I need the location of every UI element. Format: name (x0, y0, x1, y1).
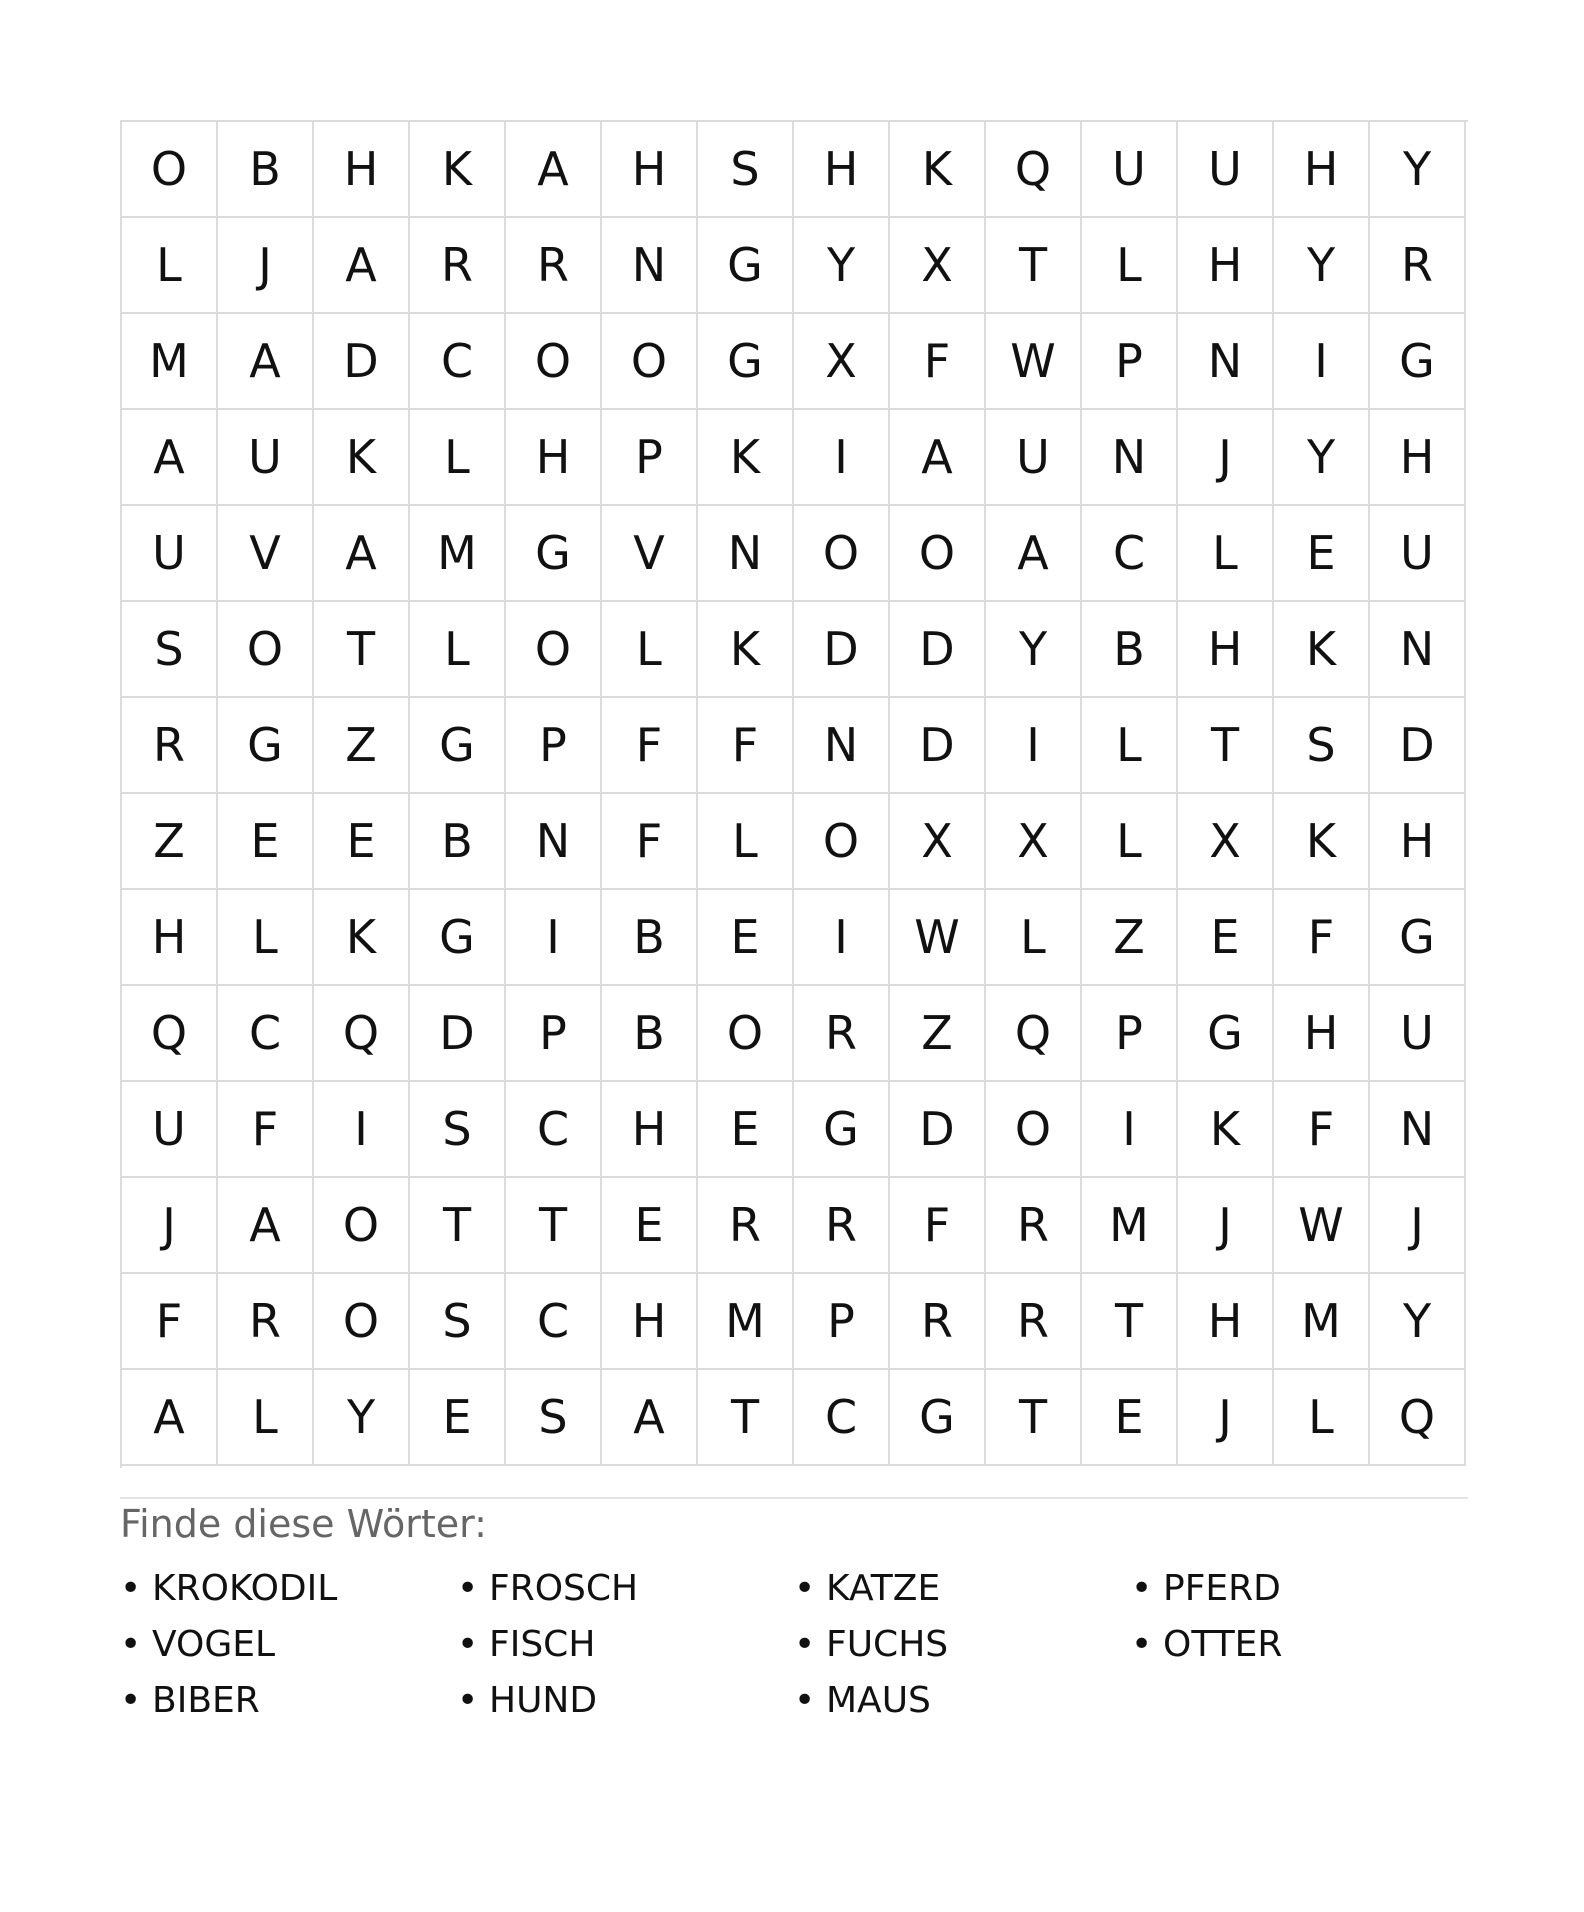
grid-cell[interactable]: A (122, 1370, 218, 1466)
grid-cell[interactable]: R (122, 698, 218, 794)
grid-cell[interactable]: K (314, 890, 410, 986)
bullet-icon: • (794, 1567, 816, 1609)
bullet-icon: • (457, 1623, 479, 1665)
grid-cell[interactable]: G (698, 218, 794, 314)
grid-cell[interactable]: O (986, 1082, 1082, 1178)
grid-cell[interactable]: M (1274, 1274, 1370, 1370)
grid-cell[interactable]: H (602, 1082, 698, 1178)
grid-cell[interactable]: M (698, 1274, 794, 1370)
grid-cell[interactable]: X (890, 218, 986, 314)
grid-cell[interactable]: H (506, 410, 602, 506)
grid-cell[interactable]: I (314, 1082, 410, 1178)
word-label: MAUS (826, 1679, 931, 1721)
grid-cell[interactable]: P (1082, 314, 1178, 410)
grid-cell[interactable]: G (794, 1082, 890, 1178)
grid-cell[interactable]: L (218, 890, 314, 986)
grid-cell[interactable]: S (506, 1370, 602, 1466)
grid-cell[interactable]: H (1178, 218, 1274, 314)
grid-cell[interactable]: A (122, 410, 218, 506)
grid-cell[interactable]: T (314, 602, 410, 698)
grid-cell[interactable]: S (122, 602, 218, 698)
grid-cell[interactable]: Y (314, 1370, 410, 1466)
word-item (457, 1560, 794, 1616)
grid-cell[interactable]: G (410, 698, 506, 794)
grid-cell[interactable]: U (986, 410, 1082, 506)
word-item (794, 1560, 1131, 1616)
word-list-title: Finde diese Wörter: (120, 1502, 487, 1546)
grid-cell[interactable]: X (986, 794, 1082, 890)
grid-cell[interactable]: R (986, 1274, 1082, 1370)
word-item (1131, 1616, 1468, 1672)
grid-cell[interactable]: B (602, 986, 698, 1082)
grid-cell[interactable]: J (1178, 1178, 1274, 1274)
grid-cell[interactable]: E (314, 794, 410, 890)
grid-cell[interactable]: O (890, 506, 986, 602)
grid-cell[interactable]: P (506, 698, 602, 794)
word-item (120, 1560, 457, 1616)
grid-cell[interactable]: T (986, 218, 1082, 314)
bullet-icon: • (794, 1679, 816, 1721)
grid-cell[interactable]: P (794, 1274, 890, 1370)
grid-cell[interactable]: I (794, 410, 890, 506)
grid-cell[interactable]: U (1082, 122, 1178, 218)
grid-cell[interactable]: C (794, 1370, 890, 1466)
grid-cell[interactable]: K (410, 122, 506, 218)
grid-cell[interactable]: U (1370, 506, 1466, 602)
grid-cell[interactable]: K (698, 602, 794, 698)
word-label: KATZE (826, 1567, 941, 1609)
grid-cell[interactable]: K (890, 122, 986, 218)
grid-cell[interactable]: Q (986, 122, 1082, 218)
grid-cell[interactable]: D (890, 1082, 986, 1178)
grid-cell[interactable]: F (602, 794, 698, 890)
grid-cell[interactable]: O (314, 1178, 410, 1274)
grid-cell[interactable]: Y (1370, 122, 1466, 218)
grid-cell[interactable]: E (602, 1178, 698, 1274)
grid-cell[interactable]: M (122, 314, 218, 410)
grid-cell[interactable]: E (1178, 890, 1274, 986)
grid-cell[interactable]: N (1082, 410, 1178, 506)
grid-cell[interactable]: R (698, 1178, 794, 1274)
bullet-icon: • (457, 1567, 479, 1609)
grid-cell[interactable]: B (218, 122, 314, 218)
grid-cell[interactable]: J (122, 1178, 218, 1274)
word-item (794, 1672, 1131, 1728)
bullet-icon: • (120, 1679, 142, 1721)
grid-cell[interactable]: G (1178, 986, 1274, 1082)
grid-cell[interactable]: T (698, 1370, 794, 1466)
grid-cell[interactable]: P (506, 986, 602, 1082)
grid-cell[interactable]: R (794, 1178, 890, 1274)
word-label: FISCH (489, 1623, 596, 1665)
grid-cell[interactable]: B (1082, 602, 1178, 698)
grid-cell[interactable]: X (794, 314, 890, 410)
word-label: VOGEL (152, 1623, 276, 1665)
grid-cell[interactable]: S (698, 122, 794, 218)
grid-cell[interactable]: C (1082, 506, 1178, 602)
grid-cell[interactable]: C (218, 986, 314, 1082)
grid-cell[interactable]: G (410, 890, 506, 986)
grid-cell[interactable]: N (602, 218, 698, 314)
grid-cell[interactable]: D (890, 602, 986, 698)
grid-cell[interactable]: L (986, 890, 1082, 986)
grid-cell[interactable]: O (314, 1274, 410, 1370)
grid-cell[interactable]: J (1178, 410, 1274, 506)
grid-cell[interactable]: Y (1370, 1274, 1466, 1370)
grid-cell[interactable]: M (1082, 1178, 1178, 1274)
grid-cell[interactable]: A (218, 1178, 314, 1274)
grid-cell[interactable]: Z (1082, 890, 1178, 986)
grid-cell[interactable]: N (1370, 1082, 1466, 1178)
grid-cell[interactable]: K (1274, 794, 1370, 890)
grid-cell[interactable]: H (602, 122, 698, 218)
grid-cell[interactable]: V (602, 506, 698, 602)
grid-cell[interactable]: G (506, 506, 602, 602)
grid-cell[interactable]: C (506, 1274, 602, 1370)
grid-cell[interactable]: H (1178, 602, 1274, 698)
grid-cell[interactable]: H (602, 1274, 698, 1370)
grid-cell[interactable]: O (506, 602, 602, 698)
bullet-icon: • (1131, 1623, 1153, 1665)
grid-cell[interactable]: Q (1370, 1370, 1466, 1466)
grid-cell[interactable]: H (1370, 410, 1466, 506)
bullet-icon: • (120, 1623, 142, 1665)
grid-cell[interactable]: C (410, 314, 506, 410)
grid-cell[interactable]: J (1370, 1178, 1466, 1274)
bullet-icon: • (457, 1679, 479, 1721)
grid-cell[interactable]: Z (890, 986, 986, 1082)
grid-cell[interactable]: G (890, 1370, 986, 1466)
grid-cell[interactable]: O (122, 122, 218, 218)
grid-cell[interactable]: Y (794, 218, 890, 314)
bullet-icon: • (794, 1623, 816, 1665)
grid-cell[interactable]: L (1274, 1370, 1370, 1466)
grid-cell[interactable]: Z (314, 698, 410, 794)
grid-cell[interactable]: E (1082, 1370, 1178, 1466)
grid-cell[interactable]: M (410, 506, 506, 602)
grid-cell[interactable]: K (1274, 602, 1370, 698)
grid-cell[interactable]: T (1082, 1274, 1178, 1370)
grid-cell[interactable]: D (890, 698, 986, 794)
word-label: FROSCH (489, 1567, 639, 1609)
word-item (1131, 1560, 1468, 1616)
grid-cell[interactable]: U (218, 410, 314, 506)
grid-cell[interactable]: Q (122, 986, 218, 1082)
grid-cell[interactable]: E (698, 1082, 794, 1178)
grid-cell[interactable]: J (218, 218, 314, 314)
word-list (120, 1560, 1468, 1728)
grid-cell[interactable]: I (986, 698, 1082, 794)
grid-cell[interactable]: A (314, 218, 410, 314)
grid-cell[interactable]: R (1370, 218, 1466, 314)
grid-cell[interactable]: Z (122, 794, 218, 890)
divider (120, 1497, 1468, 1499)
grid-cell[interactable]: W (890, 890, 986, 986)
grid-cell[interactable]: D (794, 602, 890, 698)
grid-cell[interactable]: K (698, 410, 794, 506)
grid-cell[interactable]: A (218, 314, 314, 410)
grid-cell[interactable]: G (1370, 314, 1466, 410)
grid-cell[interactable]: F (602, 698, 698, 794)
grid-cell[interactable]: X (890, 794, 986, 890)
grid-cell[interactable]: C (506, 1082, 602, 1178)
grid-cell[interactable]: A (986, 506, 1082, 602)
grid-cell[interactable]: B (602, 890, 698, 986)
grid-cell[interactable]: U (122, 506, 218, 602)
grid-cell[interactable]: H (314, 122, 410, 218)
grid-cell[interactable]: N (1370, 602, 1466, 698)
grid-cell[interactable]: I (1082, 1082, 1178, 1178)
grid-cell[interactable]: L (1178, 506, 1274, 602)
grid-cell[interactable]: U (122, 1082, 218, 1178)
word-label: BIBER (152, 1679, 260, 1721)
grid-cell[interactable]: X (1178, 794, 1274, 890)
word-search-grid (120, 120, 1468, 1468)
grid-cell[interactable]: Y (1274, 218, 1370, 314)
word-label: PFERD (1163, 1567, 1281, 1609)
grid-cell[interactable]: L (1082, 698, 1178, 794)
grid-cell[interactable]: E (218, 794, 314, 890)
grid-cell[interactable]: F (1274, 1082, 1370, 1178)
grid-cell[interactable]: P (602, 410, 698, 506)
grid-cell[interactable]: H (1178, 1274, 1274, 1370)
grid-cell[interactable]: A (314, 506, 410, 602)
grid-cell[interactable]: G (1370, 890, 1466, 986)
grid-cell[interactable]: F (122, 1274, 218, 1370)
grid-cell[interactable]: D (1370, 698, 1466, 794)
grid-cell[interactable]: N (698, 506, 794, 602)
grid-cell[interactable]: A (506, 122, 602, 218)
grid-cell[interactable]: Y (1274, 410, 1370, 506)
word-label: FUCHS (826, 1623, 949, 1665)
grid-cell[interactable]: O (506, 314, 602, 410)
word-item (457, 1672, 794, 1728)
grid-cell[interactable]: G (698, 314, 794, 410)
grid-cell[interactable]: L (410, 602, 506, 698)
grid-cell[interactable]: P (1082, 986, 1178, 1082)
grid-cell[interactable]: T (410, 1178, 506, 1274)
grid-cell[interactable]: Q (986, 986, 1082, 1082)
grid-cell[interactable]: L (602, 602, 698, 698)
grid-cell[interactable]: E (698, 890, 794, 986)
grid-cell[interactable]: R (986, 1178, 1082, 1274)
grid-cell[interactable]: T (1178, 698, 1274, 794)
grid-cell[interactable]: N (1178, 314, 1274, 410)
word-label: KROKODIL (152, 1567, 338, 1609)
grid-cell[interactable]: R (890, 1274, 986, 1370)
grid-cell[interactable]: J (1178, 1370, 1274, 1466)
grid-cell[interactable]: H (794, 122, 890, 218)
grid-cell[interactable]: T (506, 1178, 602, 1274)
grid-cell[interactable]: Y (986, 602, 1082, 698)
grid-cell[interactable]: D (314, 314, 410, 410)
word-item (794, 1616, 1131, 1672)
grid-cell[interactable]: O (794, 794, 890, 890)
grid-cell[interactable]: F (890, 314, 986, 410)
grid-cell[interactable]: R (410, 218, 506, 314)
grid-cell[interactable]: H (122, 890, 218, 986)
grid-cell[interactable]: A (890, 410, 986, 506)
grid-cell[interactable]: D (410, 986, 506, 1082)
grid-cell[interactable]: L (410, 410, 506, 506)
grid-cell[interactable]: S (410, 1274, 506, 1370)
grid-cell[interactable]: N (794, 698, 890, 794)
word-item (120, 1672, 457, 1728)
grid-cell[interactable]: Q (314, 986, 410, 1082)
grid-cell[interactable]: L (698, 794, 794, 890)
grid-cell[interactable]: E (410, 1370, 506, 1466)
word-label: OTTER (1163, 1623, 1283, 1665)
word-item (120, 1616, 457, 1672)
grid-cell[interactable]: R (506, 218, 602, 314)
grid-cell[interactable]: K (1178, 1082, 1274, 1178)
grid-cell[interactable]: O (698, 986, 794, 1082)
grid-cell[interactable]: L (1082, 794, 1178, 890)
grid-cell[interactable]: O (602, 314, 698, 410)
grid-cell[interactable]: S (1274, 698, 1370, 794)
grid-cell[interactable]: O (794, 506, 890, 602)
grid-cell[interactable]: F (218, 1082, 314, 1178)
grid-cell[interactable]: R (218, 1274, 314, 1370)
grid-cell[interactable]: T (986, 1370, 1082, 1466)
grid-cell[interactable]: B (410, 794, 506, 890)
grid-cell[interactable]: I (794, 890, 890, 986)
word-item (457, 1616, 794, 1672)
grid-cell[interactable]: U (1370, 986, 1466, 1082)
grid-cell[interactable]: F (698, 698, 794, 794)
bullet-icon: • (120, 1567, 142, 1609)
grid-cell[interactable]: K (314, 410, 410, 506)
grid-cell[interactable]: I (506, 890, 602, 986)
grid-cell[interactable]: F (1274, 890, 1370, 986)
grid-cell[interactable]: A (602, 1370, 698, 1466)
grid-cell[interactable]: L (122, 218, 218, 314)
bullet-icon: • (1131, 1567, 1153, 1609)
grid-cell[interactable]: I (1274, 314, 1370, 410)
grid-cell[interactable]: V (218, 506, 314, 602)
grid-cell[interactable]: U (1178, 122, 1274, 218)
grid-cell[interactable]: G (218, 698, 314, 794)
grid-cell[interactable]: H (1274, 122, 1370, 218)
grid-cell[interactable]: W (1274, 1178, 1370, 1274)
grid-cell[interactable]: F (890, 1178, 986, 1274)
grid-cell[interactable]: O (218, 602, 314, 698)
grid-cell[interactable]: L (218, 1370, 314, 1466)
grid-cell[interactable]: H (1274, 986, 1370, 1082)
grid-cell[interactable]: H (1370, 794, 1466, 890)
grid-cell[interactable]: S (410, 1082, 506, 1178)
grid-cell[interactable]: W (986, 314, 1082, 410)
grid-cell[interactable]: N (506, 794, 602, 890)
grid-cell[interactable]: L (1082, 218, 1178, 314)
grid-cell[interactable]: R (794, 986, 890, 1082)
grid-cell[interactable]: E (1274, 506, 1370, 602)
word-label: HUND (489, 1679, 598, 1721)
